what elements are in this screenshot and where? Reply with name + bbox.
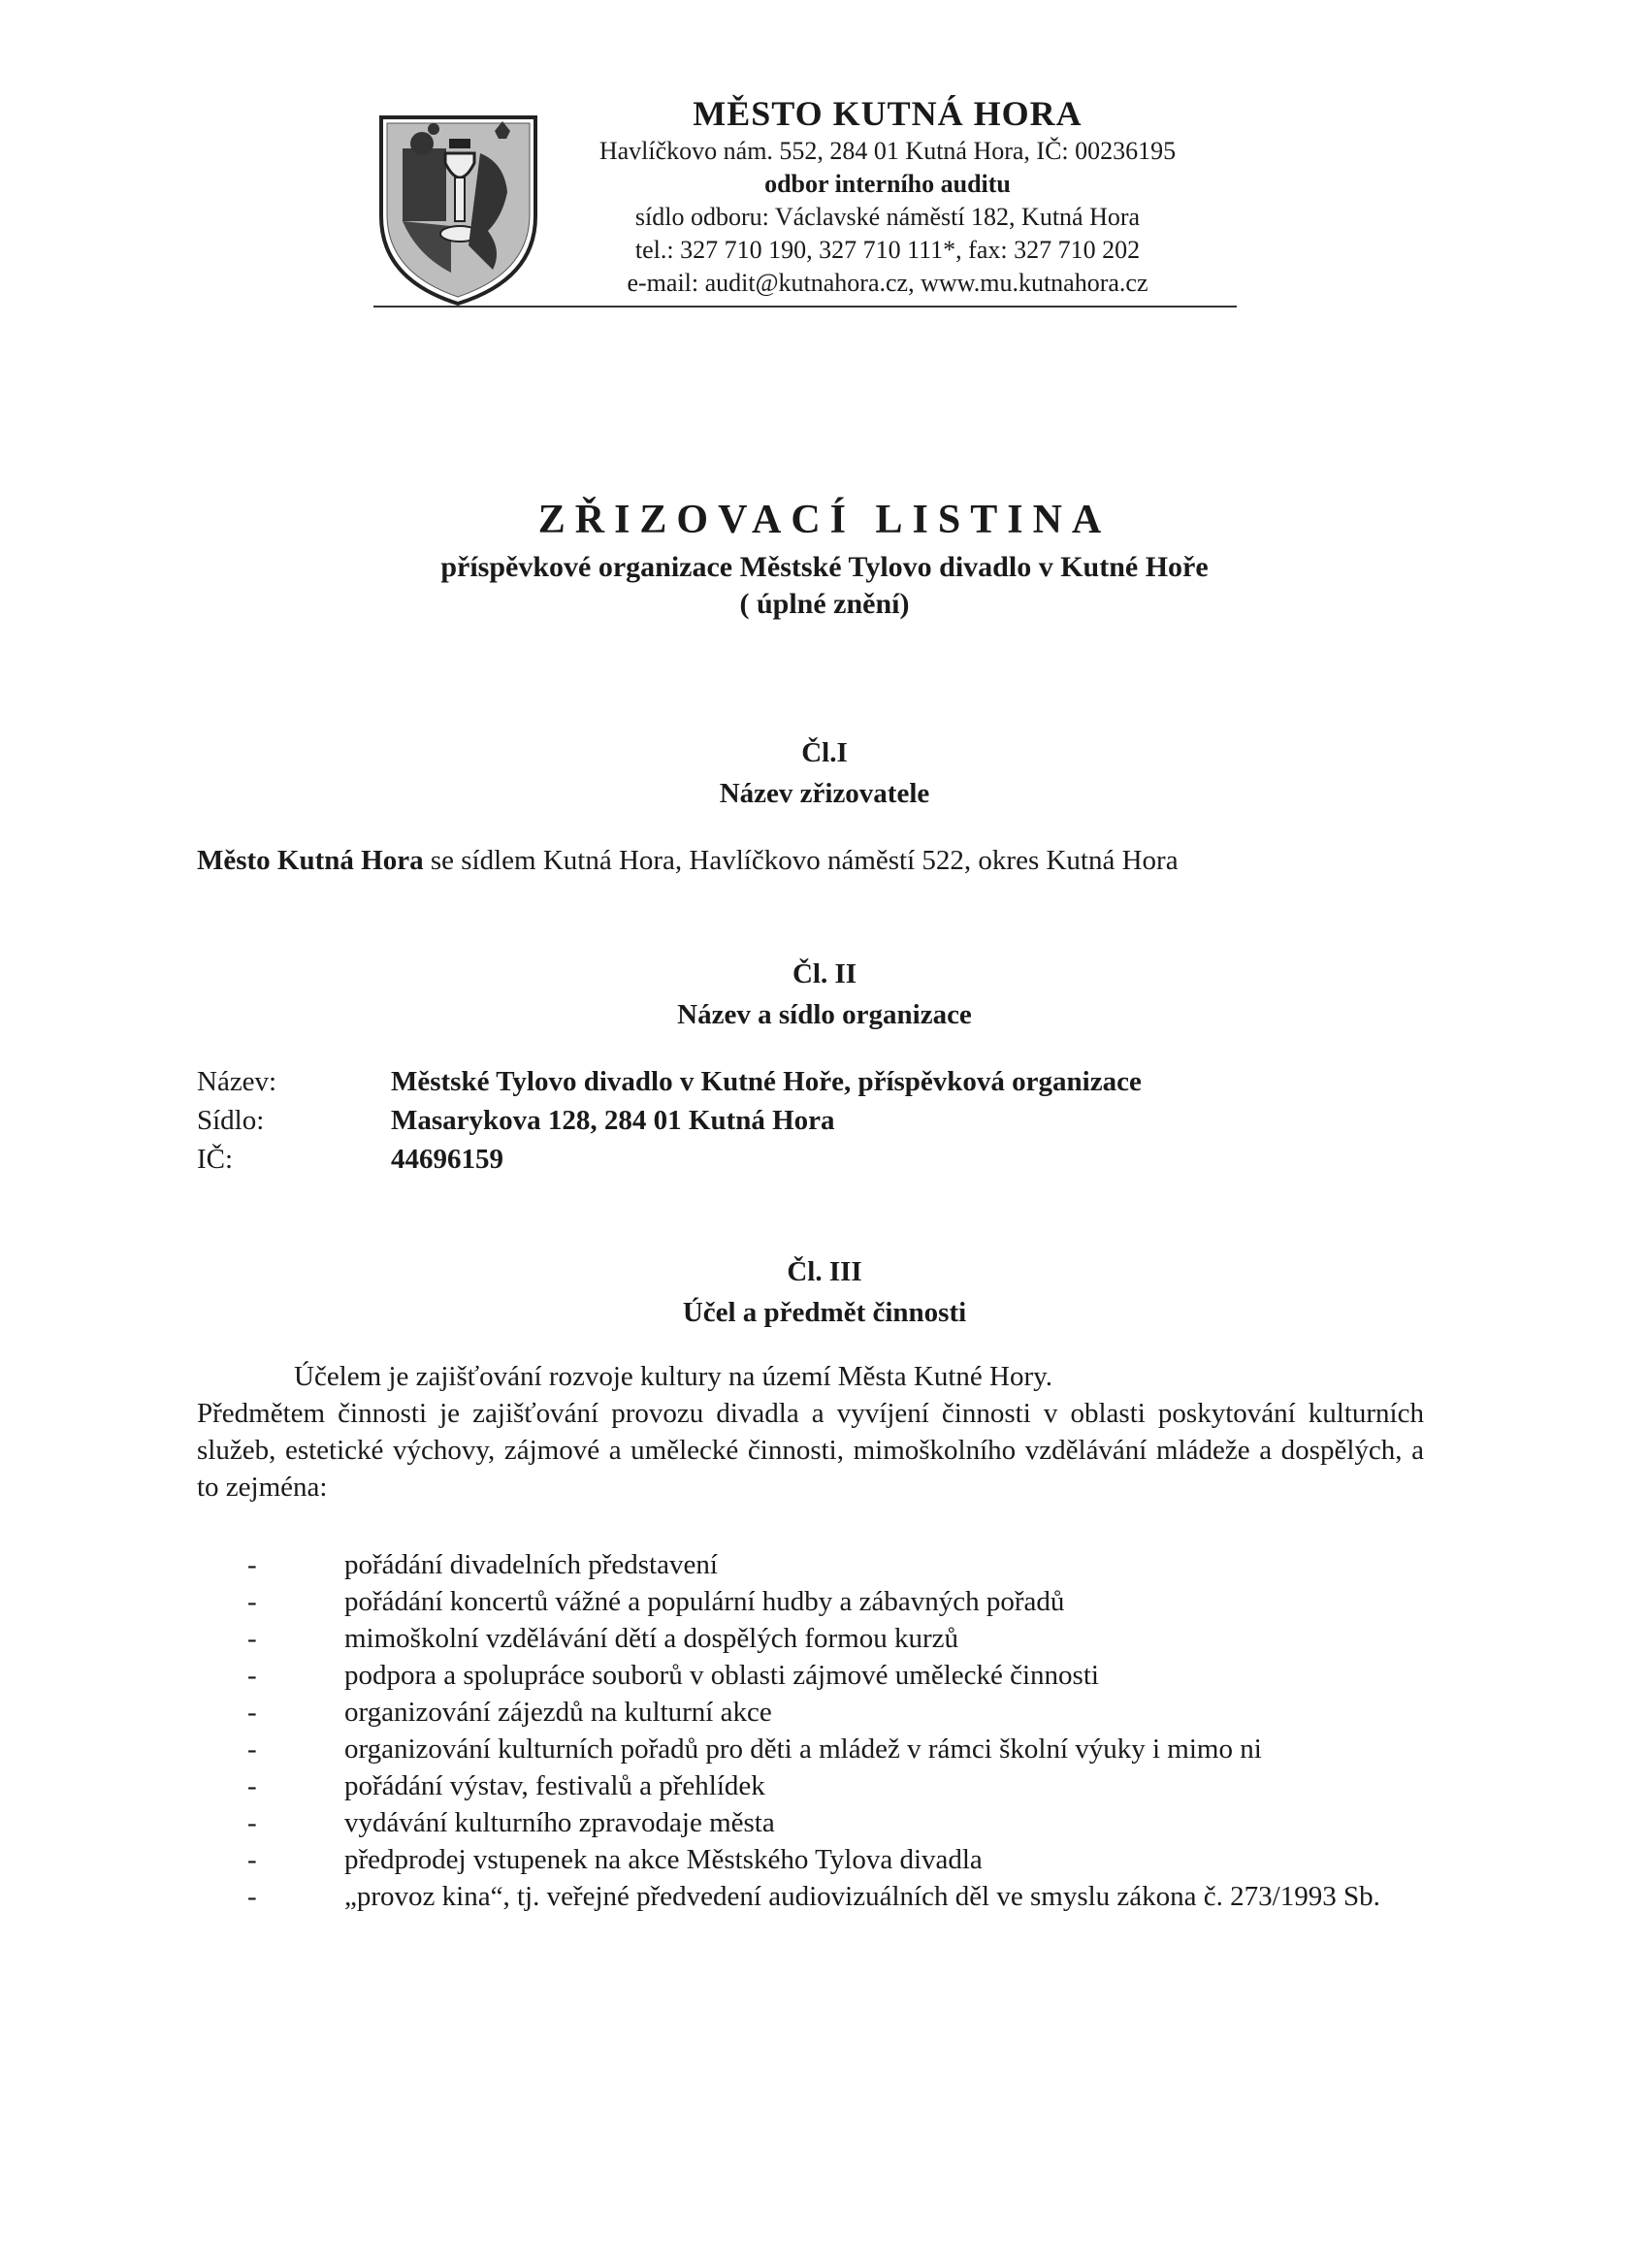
document-subtitle-note: ( úplné znění): [739, 588, 910, 620]
contact-phone: tel.: 327 710 190, 327 710 111*, fax: 327 710 202: [634, 236, 1141, 264]
department-seat: sídlo odboru: Václavské náměstí 182, Kutná Hora: [634, 203, 1141, 231]
list-item: [247, 1841, 1426, 1878]
list-item: [247, 1731, 1426, 1767]
activity-list: [247, 1546, 1426, 1915]
article-1-title: Název zřizovatele: [719, 778, 930, 809]
org-id-label: IČ:: [197, 1144, 234, 1175]
org-name-value: Městské Tylovo divadlo v Kutné Hoře, příspěvková organizace: [391, 1066, 1142, 1097]
org-id-value: 44696159: [391, 1144, 503, 1175]
article-3-text: Předmětem činnosti je zajišťování provozu divadla a vyvíjení činnosti v oblasti poskytování kulturních služeb, estetické výchovy, zájmové a umělecké činnosti, mimoškolního vzdělávání mládeže a dospělých, a to zejména:: [197, 1398, 1424, 1503]
document-title-block: [0, 495, 1649, 623]
list-item: [247, 1878, 1426, 1915]
list-bullet: -: [247, 1549, 257, 1580]
list-bullet: -: [247, 1623, 257, 1654]
list-item-text: předprodej vstupenek na akce Městského Tylova divadla: [344, 1844, 983, 1875]
list-item-text: vydávání kulturního zpravodaje města: [344, 1807, 775, 1838]
contact-email: e-mail: audit@kutnahora.cz, www.mu.kutnahora.cz: [627, 269, 1148, 297]
article-1-number: Čl.I: [801, 737, 848, 768]
city-coat-of-arms-icon: [373, 110, 543, 308]
list-bullet: -: [247, 1807, 257, 1838]
article-2-number: Čl. II: [792, 958, 857, 989]
city-name: MĚSTO KUTNÁ HORA: [693, 94, 1083, 133]
list-item: [247, 1657, 1426, 1694]
list-bullet: -: [247, 1660, 257, 1691]
article-3-body: [197, 1358, 1424, 1506]
list-item: [247, 1767, 1426, 1804]
list-item-text: „provoz kina“, tj. veřejné předvedení audiovizuálních děl ve smyslu zákona č. 273/1993 Sb.: [344, 1881, 1380, 1912]
list-item: [247, 1694, 1426, 1731]
list-bullet: -: [247, 1697, 257, 1728]
list-item: [247, 1546, 1426, 1583]
list-bullet: -: [247, 1586, 257, 1617]
city-address: Havlíčkovo nám. 552, 284 01 Kutná Hora, IČ: 00236195: [598, 137, 1177, 165]
list-item-text: pořádání výstav, festivalů a přehlídek: [344, 1770, 765, 1801]
list-item-text: podpora a spolupráce souborů v oblasti zájmové umělecké činnosti: [344, 1660, 1099, 1691]
list-item-text: organizování zájezdů na kulturní akce: [344, 1697, 772, 1728]
article-3-title: Účel a předmět činnosti: [682, 1297, 967, 1328]
table-row: [197, 1062, 1142, 1101]
article-1-heading: [0, 732, 1649, 814]
list-item: [247, 1583, 1426, 1620]
article-1-text: [197, 842, 1179, 879]
table-row: [197, 1101, 1142, 1140]
list-item-text: pořádání koncertů vážné a populární hudby a zábavných pořadů: [344, 1586, 1065, 1617]
founder-address: se sídlem Kutná Hora, Havlíčkovo náměstí 522, okres Kutná Hora: [423, 845, 1179, 876]
list-bullet: -: [247, 1844, 257, 1875]
list-bullet: -: [247, 1733, 257, 1765]
org-name-label: Název:: [197, 1066, 277, 1097]
article-3-number: Čl. III: [787, 1256, 862, 1287]
document-title: ZŘIZOVACÍ LISTINA: [537, 498, 1112, 542]
list-bullet: -: [247, 1881, 257, 1912]
list-item-text: mimoškolní vzdělávání dětí a dospělých formou kurzů: [344, 1623, 959, 1654]
founder-name: Město Kutná Hora: [197, 845, 424, 876]
list-item-text: organizování kulturních pořadů pro děti a mládež v rámci školní výuky i mimo ni: [344, 1733, 1262, 1765]
list-item: [247, 1804, 1426, 1841]
article-3-heading: [0, 1251, 1649, 1333]
list-bullet: -: [247, 1770, 257, 1801]
org-seat-value: Masarykova 128, 284 01 Kutná Hora: [391, 1105, 835, 1136]
org-seat-label: Sídlo:: [197, 1105, 265, 1136]
article-2-heading: [0, 954, 1649, 1035]
letterhead-text: [538, 92, 1237, 300]
article-2-title: Název a sídlo organizace: [677, 999, 972, 1030]
article-3-intro: Účelem je zajišťování rozvoje kultury na území Města Kutné Hory.: [294, 1361, 1052, 1392]
letterhead-divider: [373, 306, 1237, 308]
letterhead: [373, 92, 1237, 320]
document-subtitle: příspěvkové organizace Městské Tylovo divadlo v Kutné Hoře: [440, 551, 1209, 583]
list-item: [247, 1620, 1426, 1657]
list-item-text: pořádání divadelních představení: [344, 1549, 718, 1580]
table-row: [197, 1140, 1142, 1179]
department-name: odbor interního auditu: [764, 170, 1011, 198]
organization-info-table: [197, 1062, 1142, 1179]
